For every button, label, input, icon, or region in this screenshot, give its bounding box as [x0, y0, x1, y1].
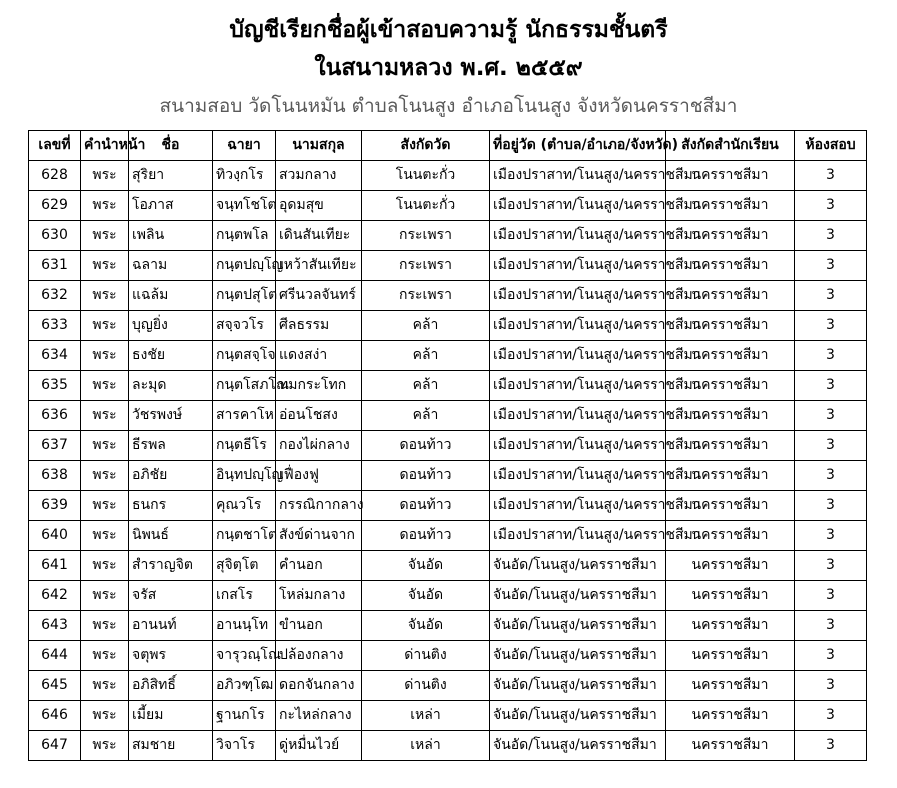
table-row [29, 191, 867, 221]
cell-prefix: พระ [81, 731, 129, 761]
cell-temple: คล้า [362, 401, 490, 431]
cell-temple: จันอัด [362, 581, 490, 611]
cell-prefix: พระ [81, 221, 129, 251]
cell-prefix: พระ [81, 611, 129, 641]
cell-chaya: สจฺจวโร [213, 311, 276, 341]
examinee-table [28, 130, 867, 761]
cell-office: นครราชสีมา [666, 551, 795, 581]
cell-office: นครราชสีมา [666, 251, 795, 281]
cell-chaya: คุณวโร [213, 491, 276, 521]
cell-temple: กระเพรา [362, 221, 490, 251]
cell-no: 630 [29, 221, 81, 251]
cell-address: เมืองปราสาท/โนนสูง/นครราชสีมา [490, 191, 666, 221]
cell-no: 635 [29, 371, 81, 401]
cell-no: 632 [29, 281, 81, 311]
cell-name: เมี้ยม [129, 701, 213, 731]
table-row [29, 731, 867, 761]
cell-room: 3 [795, 731, 867, 761]
cell-no: 640 [29, 521, 81, 551]
cell-temple: ด่านติง [362, 641, 490, 671]
cell-temple: เหล่า [362, 701, 490, 731]
cell-chaya: กนฺตสจฺโจ [213, 341, 276, 371]
cell-no: 641 [29, 551, 81, 581]
cell-office: นครราชสีมา [666, 641, 795, 671]
cell-chaya: สุจิตฺโต [213, 551, 276, 581]
cell-room: 3 [795, 701, 867, 731]
cell-surname: สังข์ด่านจาก [276, 521, 362, 551]
cell-temple: ด่านติง [362, 671, 490, 701]
cell-room: 3 [795, 581, 867, 611]
cell-prefix: พระ [81, 341, 129, 371]
cell-chaya: กนฺตปญฺโญ [213, 251, 276, 281]
cell-no: 639 [29, 491, 81, 521]
table-row [29, 431, 867, 461]
cell-address: จันอัด/โนนสูง/นครราชสีมา [490, 641, 666, 671]
cell-surname: อุดมสุข [276, 191, 362, 221]
cell-no: 644 [29, 641, 81, 671]
cell-surname: ดู่หมื่นไวย์ [276, 731, 362, 761]
table-row [29, 341, 867, 371]
table-row [29, 401, 867, 431]
cell-surname: คำนอก [276, 551, 362, 581]
cell-no: 631 [29, 251, 81, 281]
cell-surname: กรรณิกากลาง [276, 491, 362, 521]
cell-room: 3 [795, 371, 867, 401]
cell-no: 637 [29, 431, 81, 461]
cell-chaya: จารุวณฺโณ [213, 641, 276, 671]
cell-room: 3 [795, 281, 867, 311]
cell-room: 3 [795, 461, 867, 491]
table-row [29, 611, 867, 641]
cell-address: เมืองปราสาท/โนนสูง/นครราชสีมา [490, 161, 666, 191]
cell-chaya: ฐานกโร [213, 701, 276, 731]
cell-surname: เหว้าสันเทียะ [276, 251, 362, 281]
table-row [29, 161, 867, 191]
cell-no: 628 [29, 161, 81, 191]
page-title: บัญชีเรียกชื่อผู้เข้าสอบความรู้ นักธรรมชั้นตรี [229, 17, 668, 43]
cell-temple: จันอัด [362, 611, 490, 641]
cell-prefix: พระ [81, 521, 129, 551]
table-row [29, 311, 867, 341]
cell-address: เมืองปราสาท/โนนสูง/นครราชสีมา [490, 311, 666, 341]
cell-room: 3 [795, 161, 867, 191]
cell-temple: โนนตะกั่ว [362, 191, 490, 221]
cell-temple: คล้า [362, 371, 490, 401]
cell-surname: เดินสันเทียะ [276, 221, 362, 251]
cell-room: 3 [795, 521, 867, 551]
cell-office: นครราชสีมา [666, 701, 795, 731]
cell-no: 646 [29, 701, 81, 731]
cell-prefix: พระ [81, 551, 129, 581]
cell-chaya: เกสโร [213, 581, 276, 611]
cell-address: เมืองปราสาท/โนนสูง/นครราชสีมา [490, 401, 666, 431]
cell-temple: เหล่า [362, 731, 490, 761]
cell-surname: อ่อนโชสง [276, 401, 362, 431]
cell-temple: กระเพรา [362, 281, 490, 311]
cell-no: 645 [29, 671, 81, 701]
cell-office: นครราชสีมา [666, 281, 795, 311]
cell-address: จันอัด/โนนสูง/นครราชสีมา [490, 701, 666, 731]
cell-office: นครราชสีมา [666, 431, 795, 461]
exam-venue-subtitle: สนามสอบ วัดโนนหมัน ตำบลโนนสูง อำเภอโนนสูง จังหวัดนครราชสีมา [159, 95, 738, 117]
table-body [29, 161, 867, 761]
cell-temple: ดอนท้าว [362, 461, 490, 491]
table-row [29, 521, 867, 551]
cell-office: นครราชสีมา [666, 371, 795, 401]
table-row [29, 251, 867, 281]
cell-room: 3 [795, 671, 867, 701]
cell-chaya: อานนฺโท [213, 611, 276, 641]
cell-room: 3 [795, 641, 867, 671]
cell-surname: ขำนอก [276, 611, 362, 641]
cell-no: 636 [29, 401, 81, 431]
cell-no: 647 [29, 731, 81, 761]
col-header-prefix: คำนำหน้า [81, 131, 129, 161]
cell-prefix: พระ [81, 491, 129, 521]
cell-temple: ดอนท้าว [362, 431, 490, 461]
table-row [29, 281, 867, 311]
cell-prefix: พระ [81, 431, 129, 461]
col-header-office: สังกัดสำนักเรียน [666, 131, 795, 161]
cell-office: นครราชสีมา [666, 221, 795, 251]
table-row [29, 491, 867, 521]
cell-name: วัชรพงษ์ [129, 401, 213, 431]
cell-address: เมืองปราสาท/โนนสูง/นครราชสีมา [490, 491, 666, 521]
cell-chaya: กนฺตโสภโณ [213, 371, 276, 401]
cell-prefix: พระ [81, 671, 129, 701]
cell-surname: กะไหล่กลาง [276, 701, 362, 731]
cell-address: เมืองปราสาท/โนนสูง/นครราชสีมา [490, 341, 666, 371]
cell-office: นครราชสีมา [666, 611, 795, 641]
cell-office: นครราชสีมา [666, 491, 795, 521]
table-row [29, 671, 867, 701]
col-header-room: ห้องสอบ [795, 131, 867, 161]
col-header-surname: นามสกุล [276, 131, 362, 161]
cell-name: ธนกร [129, 491, 213, 521]
cell-chaya: กนฺตพโล [213, 221, 276, 251]
cell-temple: จันอัด [362, 551, 490, 581]
cell-prefix: พระ [81, 641, 129, 671]
table-row [29, 581, 867, 611]
cell-office: นครราชสีมา [666, 671, 795, 701]
cell-prefix: พระ [81, 701, 129, 731]
cell-name: ละมุด [129, 371, 213, 401]
cell-office: นครราชสีมา [666, 311, 795, 341]
cell-surname: กองไผ่กลาง [276, 431, 362, 461]
col-header-temple: สังกัดวัด [362, 131, 490, 161]
cell-surname: สวมกลาง [276, 161, 362, 191]
cell-chaya: จนฺทโชโต [213, 191, 276, 221]
cell-surname: โหล่มกลาง [276, 581, 362, 611]
cell-name: สมชาย [129, 731, 213, 761]
cell-no: 633 [29, 311, 81, 341]
cell-temple: โนนตะกั่ว [362, 161, 490, 191]
cell-chaya: กนฺตธีโร [213, 431, 276, 461]
cell-room: 3 [795, 341, 867, 371]
cell-room: 3 [795, 311, 867, 341]
cell-address: เมืองปราสาท/โนนสูง/นครราชสีมา [490, 461, 666, 491]
cell-room: 3 [795, 401, 867, 431]
cell-chaya: วิจาโร [213, 731, 276, 761]
cell-name: นิพนธ์ [129, 521, 213, 551]
cell-surname: ศรีนวลจันทร์ [276, 281, 362, 311]
cell-no: 634 [29, 341, 81, 371]
cell-room: 3 [795, 611, 867, 641]
cell-room: 3 [795, 251, 867, 281]
cell-no: 638 [29, 461, 81, 491]
cell-prefix: พระ [81, 191, 129, 221]
cell-room: 3 [795, 491, 867, 521]
cell-surname: ทมกระโทก [276, 371, 362, 401]
cell-prefix: พระ [81, 251, 129, 281]
cell-name: แฉล้ม [129, 281, 213, 311]
cell-room: 3 [795, 191, 867, 221]
table-row [29, 461, 867, 491]
cell-address: จันอัด/โนนสูง/นครราชสีมา [490, 671, 666, 701]
cell-temple: ดอนท้าว [362, 491, 490, 521]
cell-prefix: พระ [81, 281, 129, 311]
cell-address: เมืองปราสาท/โนนสูง/นครราชสีมา [490, 521, 666, 551]
cell-surname: ปล้องกลาง [276, 641, 362, 671]
cell-name: จรัส [129, 581, 213, 611]
cell-name: จตุพร [129, 641, 213, 671]
cell-office: นครราชสีมา [666, 731, 795, 761]
cell-address: เมืองปราสาท/โนนสูง/นครราชสีมา [490, 371, 666, 401]
cell-prefix: พระ [81, 581, 129, 611]
cell-name: สำราญจิต [129, 551, 213, 581]
cell-office: นครราชสีมา [666, 581, 795, 611]
cell-prefix: พระ [81, 461, 129, 491]
cell-prefix: พระ [81, 401, 129, 431]
cell-temple: คล้า [362, 311, 490, 341]
cell-name: โอภาส [129, 191, 213, 221]
cell-office: นครราชสีมา [666, 461, 795, 491]
cell-prefix: พระ [81, 161, 129, 191]
cell-office: นครราชสีมา [666, 521, 795, 551]
cell-address: จันอัด/โนนสูง/นครราชสีมา [490, 581, 666, 611]
cell-temple: ดอนท้าว [362, 521, 490, 551]
cell-name: อภิสิทธิ์ [129, 671, 213, 701]
cell-room: 3 [795, 221, 867, 251]
cell-no: 629 [29, 191, 81, 221]
table-row [29, 701, 867, 731]
page-title-year: ในสนามหลวง พ.ศ. ๒๕๕๙ [314, 55, 583, 81]
cell-surname: แดงสง่า [276, 341, 362, 371]
table-row [29, 641, 867, 671]
cell-office: นครราชสีมา [666, 161, 795, 191]
cell-prefix: พระ [81, 371, 129, 401]
cell-prefix: พระ [81, 311, 129, 341]
cell-room: 3 [795, 551, 867, 581]
table-row [29, 371, 867, 401]
cell-room: 3 [795, 431, 867, 461]
cell-no: 643 [29, 611, 81, 641]
cell-office: นครราชสีมา [666, 401, 795, 431]
cell-name: ฉลาม [129, 251, 213, 281]
cell-chaya: ทิวงฺกโร [213, 161, 276, 191]
cell-name: อานนท์ [129, 611, 213, 641]
col-header-no: เลขที่ [29, 131, 81, 161]
cell-name: สุริยา [129, 161, 213, 191]
cell-temple: คล้า [362, 341, 490, 371]
cell-name: บุญยิ่ง [129, 311, 213, 341]
cell-address: เมืองปราสาท/โนนสูง/นครราชสีมา [490, 221, 666, 251]
cell-surname: ศีลธรรม [276, 311, 362, 341]
cell-address: เมืองปราสาท/โนนสูง/นครราชสีมา [490, 431, 666, 461]
table-row [29, 221, 867, 251]
cell-office: นครราชสีมา [666, 191, 795, 221]
table-row [29, 551, 867, 581]
col-header-address: ที่อยู่วัด (ตำบล/อำเภอ/จังหวัด) [490, 131, 666, 161]
cell-address: เมืองปราสาท/โนนสูง/นครราชสีมา [490, 251, 666, 281]
cell-name: ธีรพล [129, 431, 213, 461]
col-header-chaya: ฉายา [213, 131, 276, 161]
cell-office: นครราชสีมา [666, 341, 795, 371]
cell-chaya: อินฺทปญฺโญ [213, 461, 276, 491]
cell-address: จันอัด/โนนสูง/นครราชสีมา [490, 731, 666, 761]
cell-surname: ดอกจันกลาง [276, 671, 362, 701]
cell-chaya: กนฺตปสุโต [213, 281, 276, 311]
cell-chaya: กนฺตชาโต [213, 521, 276, 551]
cell-chaya: อภิวฑฺโฒ [213, 671, 276, 701]
cell-chaya: สารคาโห [213, 401, 276, 431]
cell-temple: กระเพรา [362, 251, 490, 281]
cell-name: ธงชัย [129, 341, 213, 371]
cell-name: อภิชัย [129, 461, 213, 491]
cell-surname: เฟื่องฟู [276, 461, 362, 491]
cell-no: 642 [29, 581, 81, 611]
cell-name: เพลิน [129, 221, 213, 251]
table-header-row [29, 131, 867, 161]
col-header-name: ชื่อ [129, 131, 213, 161]
cell-address: จันอัด/โนนสูง/นครราชสีมา [490, 551, 666, 581]
cell-address: เมืองปราสาท/โนนสูง/นครราชสีมา [490, 281, 666, 311]
cell-address: จันอัด/โนนสูง/นครราชสีมา [490, 611, 666, 641]
